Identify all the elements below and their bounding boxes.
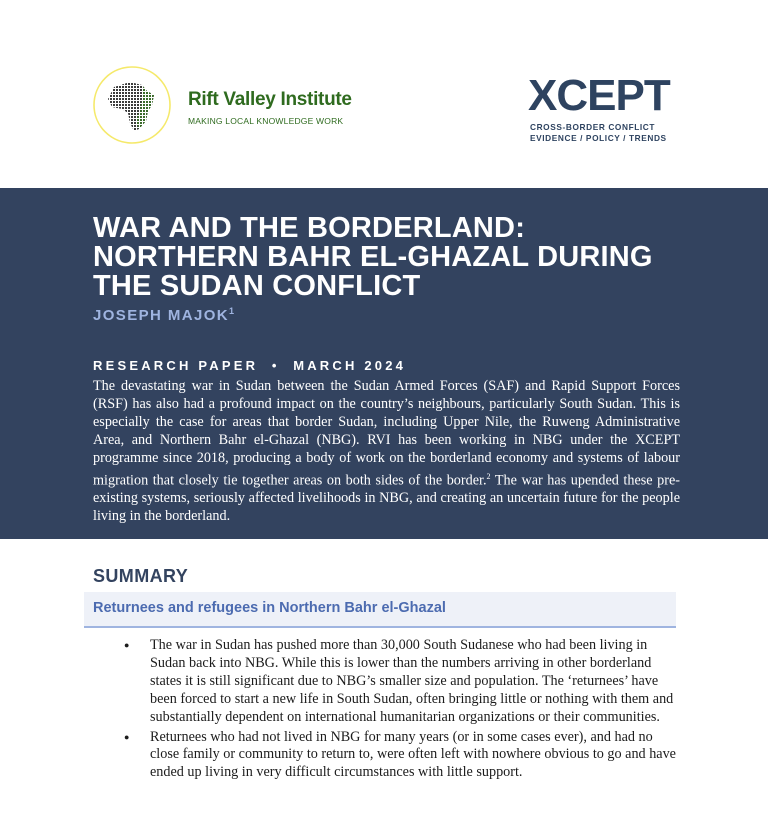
intro-text-part-1: The devastating war in Sudan between the Sudan Armed Forces (SAF) and Rapid Support Forces (RSF) has also had a profound impact on the country’s neighbours, particularly South Sudan. This is especially the case for areas that border Sudan, including Upper Nile, the Ruweng Administrative Area, and Northern Bahr el-Ghazal (NBG). RVI has been working in NBG under the XCEPT programme since 2018, producing a body of work on the borderland economy and systems of labour migration that closely tie together areas on both sides of the border. (93, 378, 680, 489)
rift-valley-institute-logo (92, 65, 172, 145)
intro-text-part-2: The war has upended these pre-existing systems, seriously affected livelihoods in NBG, and creating an uncertain future for the people living in the borderland. (93, 472, 680, 525)
title-line-2: NORTHERN BAHR EL-GHAZAL DURING (93, 241, 653, 273)
document-meta: RESEARCH PAPER • MARCH 2024 (93, 358, 407, 373)
intro-paragraph (93, 378, 680, 526)
title-line-3: THE SUDAN CONFLICT (93, 270, 421, 302)
intro-footnote-marker: 2 (486, 471, 491, 481)
author-footnote-marker: 1 (229, 306, 235, 316)
xcept-logo: XCEPT (528, 71, 670, 120)
rvi-name: Rift Valley Institute (188, 89, 352, 110)
xcept-tagline-line-2: EVIDENCE / POLICY / TRENDS (530, 133, 667, 143)
list-item: ● Returnees who had not lived in NBG for many years (or in some cases ever), and had no close family or community to return to, were often left with nowhere obvious to go and have ended up living in very difficult circumstances with little support. (122, 729, 682, 783)
xcept-tagline (530, 122, 690, 144)
author-text: JOSEPH MAJOK (93, 307, 229, 324)
title-line-1: WAR AND THE BORDERLAND: (93, 212, 526, 244)
summary-bullet-list (122, 637, 682, 784)
list-item: ● The war in Sudan has pushed more than 30,000 South Sudanese who had been living in Sudan back into NBG. While this is lower than the numbers arriving in other borderland states it is still significant due to NBG’s smaller size and population. The ‘returnees’ have been forced to start a new life in South Sudan, often bringing little or nothing with them and substantially dependent on international humanitarian organizations or their communities. (122, 637, 682, 727)
author-name (93, 306, 234, 324)
summary-subheading: Returnees and refugees in Northern Bahr el-Ghazal (93, 600, 446, 616)
xcept-tagline-line-1: CROSS-BORDER CONFLICT (530, 122, 656, 132)
africa-map-icon (92, 65, 172, 145)
summary-heading: SUMMARY (93, 566, 189, 586)
rvi-tagline: MAKING LOCAL KNOWLEDGE WORK (188, 116, 344, 126)
page-title (93, 214, 733, 301)
